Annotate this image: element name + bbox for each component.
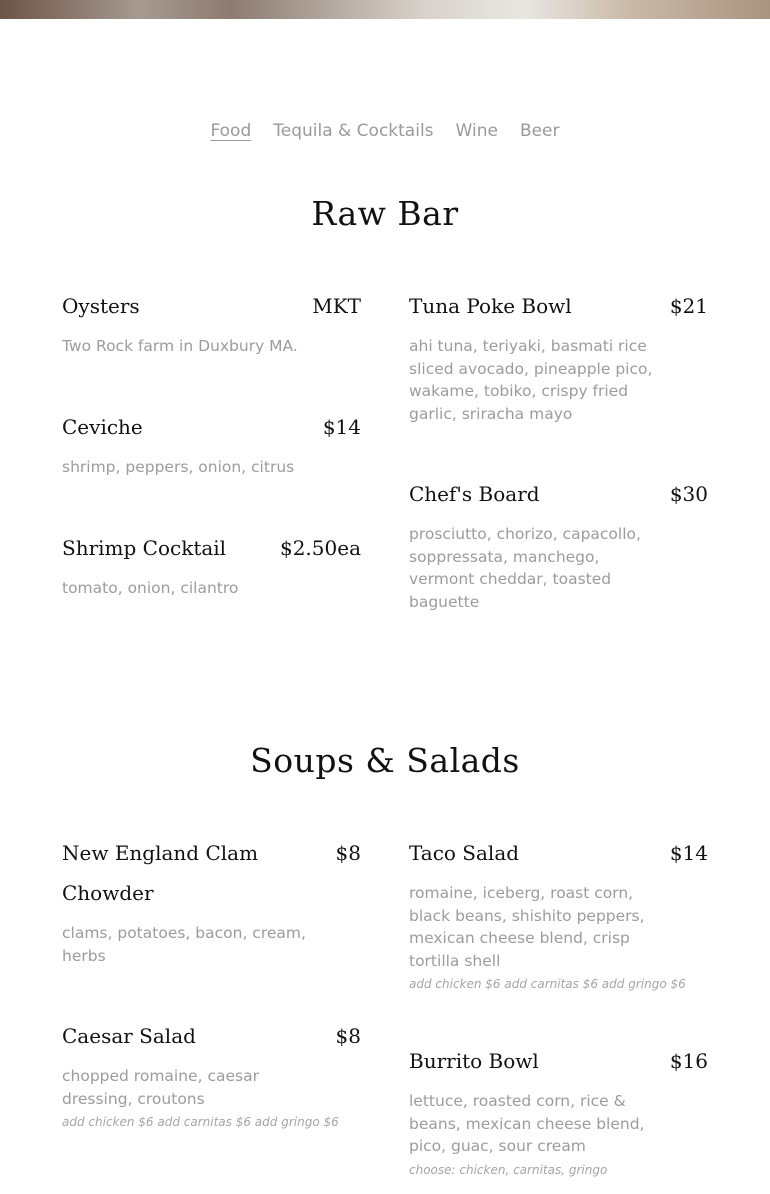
item-price: $14 (322, 415, 361, 439)
section-title-soups-salads: Soups & Salads (250, 741, 520, 780)
menu-item (62, 528, 361, 600)
item-description: chopped romaine, caesar dressing, croutons (62, 1067, 259, 1108)
item-description: lettuce, roasted corn, rice & beans, mexican cheese blend, pico, guac, sour cream (409, 1092, 645, 1155)
item-name: Caesar Salad (62, 1024, 196, 1048)
hero-food-image (0, 0, 770, 19)
item-description: Two Rock farm in Duxbury MA. (62, 337, 298, 355)
tab-food[interactable]: Food (210, 121, 252, 141)
item-price: $30 (669, 482, 708, 506)
item-price: $8 (335, 1024, 361, 1048)
menu-tabs (0, 121, 770, 141)
item-description: romaine, iceberg, roast corn, black beans, shishito peppers, mexican cheese blend, crisp tortilla shell (409, 884, 645, 970)
item-name: Taco Salad (409, 841, 520, 865)
item-addon-note: add chicken $6 add carnitas $6 add gringo $6 (409, 977, 686, 991)
tab-beer[interactable]: Beer (519, 121, 560, 141)
menu-item (62, 407, 361, 479)
tab-wine[interactable]: Wine (455, 121, 498, 141)
item-addon-note: choose: chicken, carnitas, gringo (409, 1162, 608, 1177)
menu-item (409, 1041, 708, 1179)
item-description: tomato, onion, cilantro (62, 579, 239, 597)
item-name: Chef's Board (409, 482, 540, 506)
item-name: Burrito Bowl (409, 1049, 539, 1073)
menu-item (409, 833, 708, 993)
menu-item (409, 286, 708, 425)
menu-item (62, 1016, 361, 1131)
item-price: $16 (669, 1049, 708, 1073)
item-name: New England Clam Chowder (62, 841, 259, 905)
item-price: $8 (335, 841, 361, 865)
section-title-raw-bar: Raw Bar (311, 194, 459, 233)
item-name: Oysters (62, 294, 140, 318)
item-description: clams, potatoes, bacon, cream, herbs (62, 924, 306, 965)
item-addon-note: add chicken $6 add carnitas $6 add gringo $6 (62, 1115, 339, 1129)
menu-item (62, 833, 361, 967)
item-price: MKT (312, 294, 361, 318)
item-description: prosciutto, chorizo, capacollo, soppressata, manchego, vermont cheddar, toasted baguette (409, 525, 641, 611)
item-name: Tuna Poke Bowl (409, 294, 572, 318)
item-description: ahi tuna, teriyaki, basmati rice sliced avocado, pineapple pico, wakame, tobiko, crispy fried garlic, sriracha mayo (409, 337, 653, 423)
item-description: shrimp, peppers, onion, citrus (62, 458, 295, 476)
menu-item (62, 286, 361, 358)
item-price: $21 (669, 294, 708, 318)
item-name: Ceviche (62, 415, 143, 439)
item-price: $14 (669, 841, 708, 865)
menu-item (409, 474, 708, 613)
item-price: $2.50ea (279, 536, 361, 560)
tab-tequila-cocktails[interactable]: Tequila & Cocktails (273, 121, 434, 141)
item-name: Shrimp Cocktail (62, 536, 227, 560)
